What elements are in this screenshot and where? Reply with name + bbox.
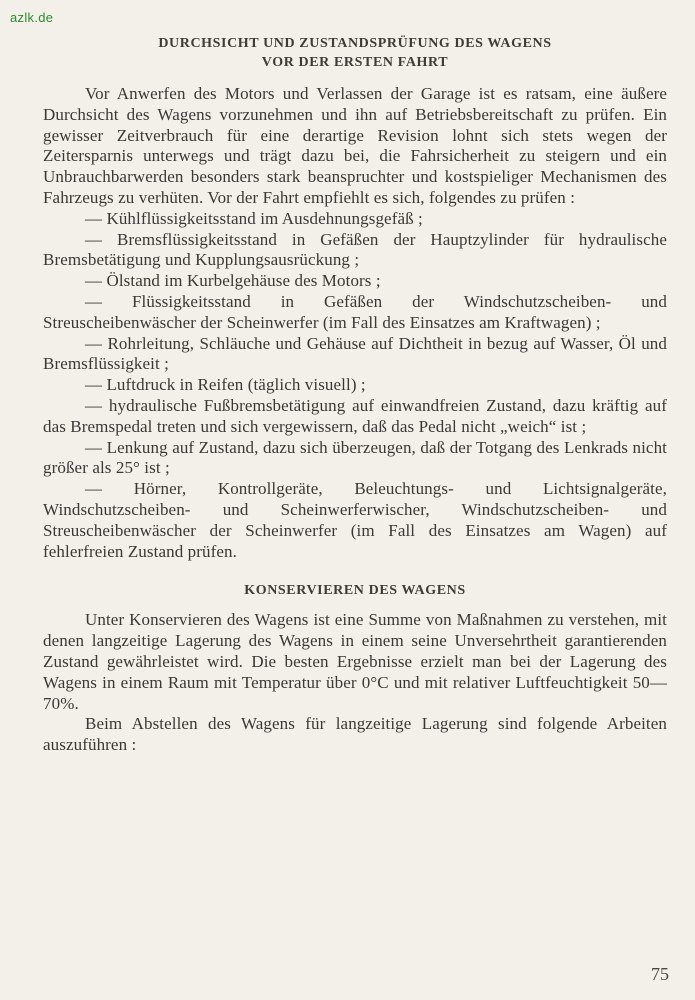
checklist-item: — Ölstand im Kurbelgehäuse des Motors ;: [85, 271, 381, 291]
checklist-item: — Luftdruck in Reifen (täglich visuell) ;: [85, 375, 366, 395]
section-paragraph-2: Beim Abstellen des Wagens für langzeitige Lagerung sind folgende Arbeiten auszuführen :: [43, 714, 667, 755]
intro-paragraph: Vor Anwerfen des Motors und Verlassen der Garage ist es ratsam, eine äußere Durchsicht des Wagens vorzunehmen und ihn auf Betriebsbereitschaft zu prüfen. Ein gewisser Zeitverbrauch für eine derartige Revision lohnt sich stets wegen der Zeitersparnis unterwegs und trägt dazu bei, die Fahrsicherheit zu steigern und ein Unbrauchbarwerden besonders stark beanspruchter und kostspieliger Mechanismen des Fahrzeugs zu verhüten. Vor der Fahrt empfiehlt es sich, folgendes zu prüfen :: [43, 84, 667, 207]
title-line-1: DURCHSICHT UND ZUSTANDSPRÜFUNG DES WAGENS: [158, 36, 552, 51]
checklist-item: — Bremsflüssigkeitsstand in Gefäßen der Hauptzylinder für hydraulische Bremsbetätigung und Kupplungsausrückung ;: [43, 229, 667, 270]
section-paragraph-1: Unter Konservieren des Wagens ist eine Summe von Maßnahmen zu verstehen, mit denen langzeitige Lagerung des Wagens in einem seine Unversehrtheit garantierenden Zustand gewährleistet wird. Die besten Ergebnisse erzielt man bei der Lagerung des Wagens in einem Raum mit Temperatur über 0°C und mit relativer Luftfeuchtigkeit 50—70%.: [43, 610, 667, 713]
page-content: [43, 34, 667, 756]
page-number: 75: [651, 964, 669, 984]
title-line-2: VOR DER ERSTEN FAHRT: [261, 55, 449, 70]
page-title: [43, 34, 667, 72]
checklist-item: — hydraulische Fußbremsbetätigung auf einwandfreien Zustand, dazu kräftig auf das Bremspedal treten und sich vergewissern, daß das Pedal nicht „weich“ ist ;: [43, 395, 667, 436]
checklist-item: — Kühlflüssigkeitsstand im Ausdehnungsgefäß ;: [85, 208, 423, 228]
watermark: azlk.de: [10, 10, 54, 25]
checklist-item: — Rohrleitung, Schläuche und Gehäuse auf Dichtheit in bezug auf Wasser, Öl und Bremsflüssigkeit ;: [43, 333, 667, 374]
checklist-item: — Flüssigkeitsstand in Gefäßen der Windschutzscheiben- und Streuscheibenwäscher der Scheinwerfer (im Fall des Einsatzes am Kraftwagen) ;: [43, 291, 667, 332]
checklist-item: — Lenkung auf Zustand, dazu sich überzeugen, daß der Totgang des Lenkrads nicht größer als 25° ist ;: [43, 437, 667, 478]
section-heading: KONSERVIEREN DES WAGENS: [244, 583, 466, 599]
checklist-item: — Hörner, Kontrollgeräte, Beleuchtungs- und Lichtsignalgeräte, Windschutzscheiben- und Scheinwerferwischer, Windschutzscheiben- und Streuscheibenwäscher der Scheinwerfer (im Fall des Einsatzes am Wagen) auf fehlerfreien Zustand prüfen.: [43, 479, 667, 561]
